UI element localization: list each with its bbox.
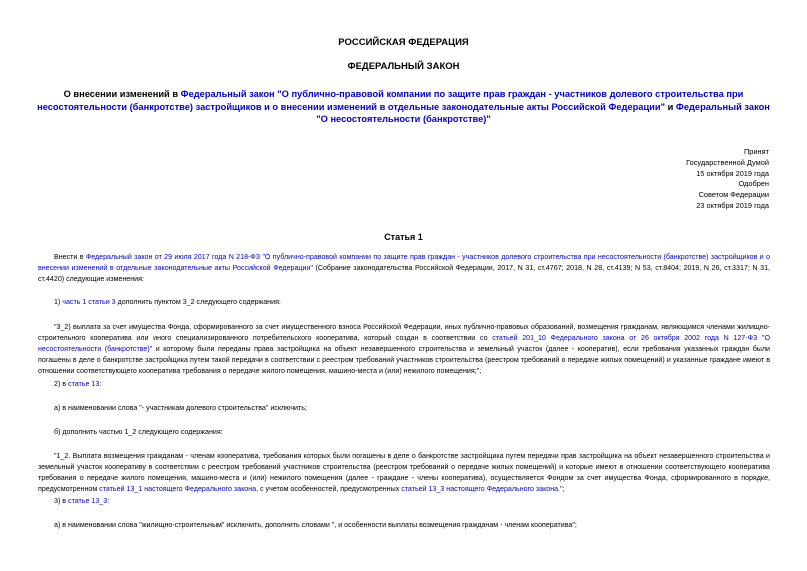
p3-2-link[interactable]: статьей 201_10 Федерального закона от 26 октября 2002 года N 127-ФЗ "О несостоятельности (банкротстве)" xyxy=(38,334,770,353)
intro-text-1: Внести в xyxy=(54,253,86,261)
adopted-label: Принят xyxy=(743,147,769,156)
item-2-text-1: 2) в xyxy=(54,380,69,388)
p1-2-text-3: ."; xyxy=(558,485,565,493)
p1-2-link-2[interactable]: статьей 13_3 настоящего Федерального закона xyxy=(401,485,559,493)
title-link-1[interactable]: Федеральный закон "О публично-правовой компании по защите прав граждан - участников долевого строительства при несостоятельности (банкротстве) застройщиков и о внесении изменений в отдельные законодательные акты Российской Федерации" xyxy=(37,89,744,112)
paragraph-item-3a xyxy=(38,520,770,531)
item-3-link[interactable]: статье 13_3 xyxy=(68,497,108,505)
article-heading: Статья 1 xyxy=(384,232,423,242)
p3-2-text-2: и которому были переданы права застройщика на объект незавершенного строительства и земельный участок (далее - кооператив), если требования указанных граждан были погашены в деле о банкротстве застройщика путем такой передачи в соответствии с реестром требований участников строительства (реестром требований о передаче жилых помещений) и указанные граждане имеют в отношении соответствующего кооператива требования о передаче жилого помещения, машино-места и (или) нежилого помещения;"; xyxy=(38,345,771,375)
paragraph-item-2 xyxy=(38,379,770,390)
adopted-date: 15 октября 2019 года xyxy=(696,168,769,178)
intro-law-link[interactable]: Федеральный закон от 29 июля 2017 года N 218-ФЗ "О публично-правовой компании по защите прав граждан - участников долевого строительства при несостоятельности (банкротстве) застройщиков и о внесении изменений в отдельные законодательные акты Российской Федерации" xyxy=(38,253,770,272)
approved-body: Советом Федерации xyxy=(698,190,769,200)
paragraph-item-2a xyxy=(38,403,770,414)
adopted-body: Государственной Думой xyxy=(686,157,769,167)
p3-2-text-1: "3_2) выплата за счет имущества Фонда, сформированного за счет имущественного взноса Российской Федерации, иных публично-правовых образований, возмещения гражданам, являющимся членами жилищно-строительного кооператива или иного специализированного потребительского кооператива, который создан в соответствии со xyxy=(38,323,770,342)
approved-date: 23 октября 2019 года xyxy=(696,200,769,210)
paragraph-item-3 xyxy=(38,496,770,507)
item-1-link[interactable]: часть 1 статьи 3 xyxy=(62,298,116,306)
adoption-info xyxy=(569,147,769,212)
p1-2-text-2: , с учетом особенностей, предусмотренных xyxy=(256,485,402,493)
p1-2-link-1[interactable]: статьей 13_1 настоящего Федерального закона xyxy=(99,485,257,493)
item-2b-text: б) дополнить частью 1_2 следующего содержания: xyxy=(54,428,223,436)
item-3-text-2: : xyxy=(107,497,110,505)
item-2-text-2: : xyxy=(99,380,102,388)
approved-label: Одобрен xyxy=(738,179,769,189)
item-2-link[interactable]: статье 13 xyxy=(68,380,100,388)
paragraph-3-2 xyxy=(38,322,770,377)
item-1-text-2: дополнить пунктом 3_2 следующего содержания: xyxy=(115,298,281,306)
item-2a-text: а) в наименовании слова "- участникам долевого строительства" исключить; xyxy=(54,404,307,412)
intro-text-2: (Собрание законодательства Российской Федерации, 2017, N 31, ст.4767; 2018, N 28, ст.4139; N 53, ст.8404; 2019, N 26, ст.3317; N 31, ст.4420) следующие изменения: xyxy=(38,264,770,283)
law-title xyxy=(30,88,777,126)
title-text-2: и xyxy=(665,101,676,112)
document-type-heading: ФЕДЕРАЛЬНЫЙ ЗАКОН xyxy=(347,61,460,72)
title-link-2[interactable]: Федеральный закон "О несостоятельности (банкротстве)" xyxy=(316,101,770,124)
paragraph-intro xyxy=(38,252,770,285)
paragraph-item-2b xyxy=(38,427,770,438)
country-heading: РОССИЙСКАЯ ФЕДЕРАЦИЯ xyxy=(338,37,469,48)
paragraph-1-2 xyxy=(38,451,770,495)
item-3-text-1: 3) в xyxy=(54,497,69,505)
paragraph-item-1 xyxy=(38,297,770,308)
p1-2-text-1: "1_2. Выплата возмещения гражданам - членам кооператива, требования которых были погашены в деле о банкротстве застройщика путем передачи прав застройщика на объект незавершенного строительства и земельный участок кооперативу в соответствии с реестром требований участников строительства (реестром требований о передаче жилых помещений) и которые имеют в отношении соответствующего кооператива требования о передаче жилого помещения, машино-места и (или) нежилого помещения (далее - граждане - члены кооператива), осуществляется Фондом за счет имущества Фонда, сформированного в порядке, предусмотренном xyxy=(38,452,770,493)
item-1-text-1: 1) xyxy=(54,298,63,306)
title-text-1: О внесении изменений в xyxy=(63,89,181,99)
item-3a-text: а) в наименовании слова "жилищно-строительным" исключить, дополнить словами ", и особенности выплаты возмещения гражданам - членам кооператива"; xyxy=(54,521,577,529)
